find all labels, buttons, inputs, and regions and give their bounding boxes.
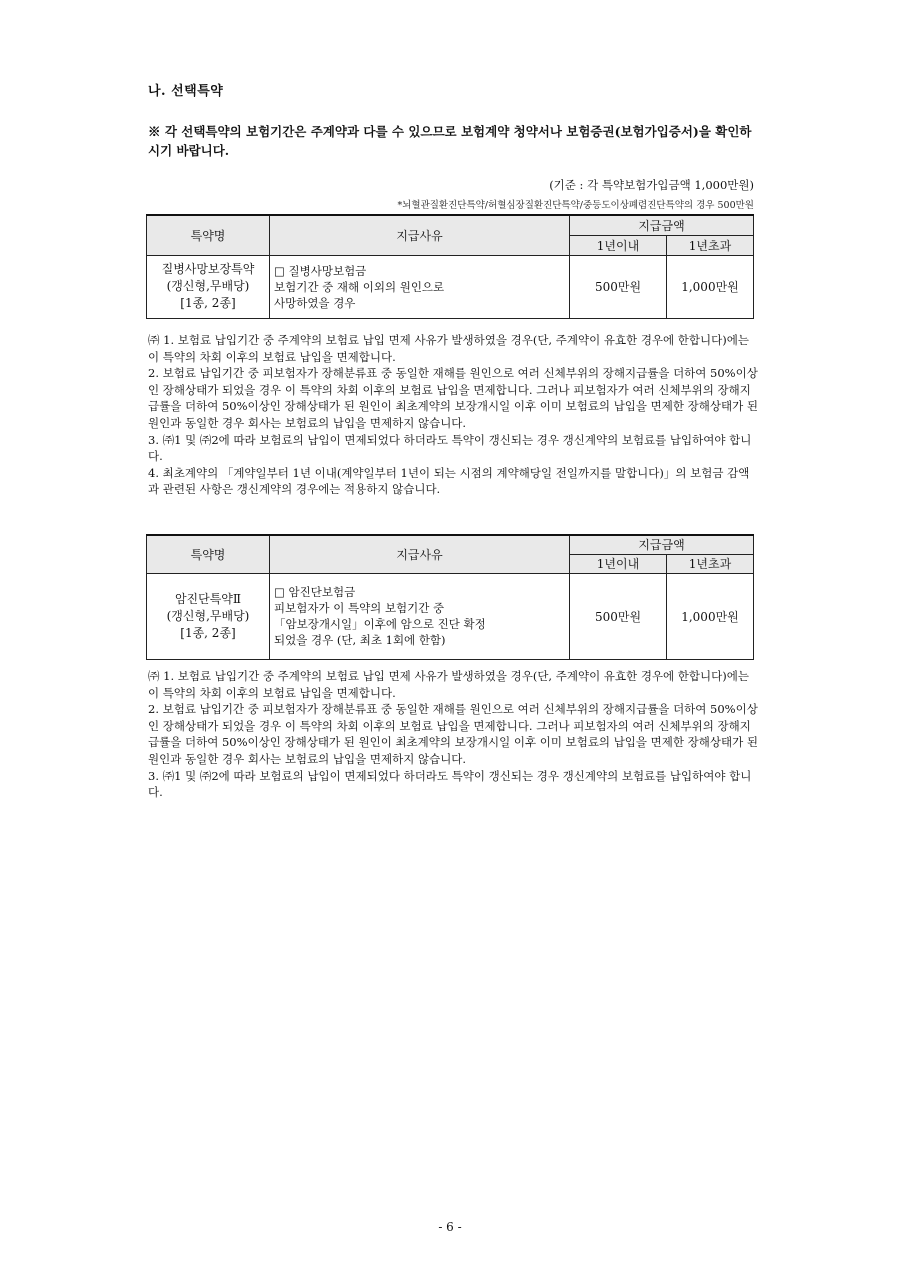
header-within-1yr: 1년이내 (570, 235, 667, 255)
rider-name-line: 질병사망보장특약 (161, 262, 255, 276)
header-within-1yr: 1년이내 (570, 554, 667, 573)
reason-cell (270, 573, 570, 659)
note-item: ㈜ 1. 보험료 납입기간 중 주계약의 보험료 납입 면제 사유가 발생하였을 경우(단, 주계약이 유효한 경우에 한합니다)에는 이 특약의 차회 이후의 보험료 납입을 면제합니다. (148, 669, 749, 700)
amount-within-1yr: 500만원 (570, 255, 667, 318)
rider-name-line: 암진단특약Ⅱ (174, 591, 242, 606)
basis-text: (기준 : 각 특약보험가입금액 1,000만원) (549, 178, 754, 192)
rider-type-line: (갱신형,무배당) (166, 279, 250, 293)
header-reason: 지급사유 (270, 535, 570, 573)
amount-over-1yr: 1,000만원 (667, 573, 754, 659)
rider-class-line: [1종, 2종] (180, 296, 236, 310)
notes-block-1 (148, 332, 758, 498)
reason-line: 피보험자가 이 특약의 보험기간 중 (274, 601, 445, 615)
note-item: 2. 보험료 납입기간 중 피보험자가 장해분류표 중 동일한 재해를 원인으로 여러 신체부위의 장해지급률을 더하여 50%이상인 장해상태가 되었을 경우 이 특약의 차회 이후의 보험료 납입을 면제합니다. 그러나 피보험자의 여러 신체부위의 장해지급률을 더하여 50%이상인 장해상태가 된 원인이 최초계약의 보장개시일 이후 이미 보험료의 납입을 면제한 장해상태가 된 원인과 동일한 경우 회사는 보험료의 납입을 면제하지 않습니다. (148, 702, 758, 766)
header-amount: 지급금액 (570, 535, 754, 554)
reason-line: 되었을 경우 (단, 최초 1회에 한함) (274, 633, 446, 647)
reason-line: □ 질병사망보험금 (274, 263, 367, 278)
header-over-1yr: 1년초과 (667, 235, 754, 255)
header-rider-name: 특약명 (147, 215, 270, 255)
header-amount: 지급금액 (570, 215, 754, 235)
header-reason: 지급사유 (270, 215, 570, 255)
amount-over-1yr: 1,000만원 (667, 255, 754, 318)
page-number: - 6 - (438, 1220, 462, 1234)
note-item: 4. 최초계약의 「계약일부터 1년 이내(계약일부터 1년이 되는 시점의 계약해당일 전일까지를 말합니다)」의 보험금 감액과 관련된 사항은 갱신계약의 경우에는 적용하지 않습니다. (148, 465, 750, 497)
notes-block-2 (148, 668, 758, 801)
amount-within-1yr: 500만원 (570, 573, 667, 659)
rider-type-line: (갱신형,무배당) (166, 608, 250, 623)
reason-line: 보험기간 중 재해 이외의 원인으로 (274, 279, 445, 294)
basis-footnote: *뇌혈관질환진단특약/허혈심장질환진단특약/중등도이상폐렴진단특약의 경우 500만원 (397, 200, 754, 211)
rider-table-disease-death (146, 214, 754, 319)
reason-cell (270, 255, 570, 318)
note-item: 2. 보험료 납입기간 중 피보험자가 장해분류표 중 동일한 재해를 원인으로 여러 신체부위의 장해지급률을 더하여 50%이상인 장해상태가 되었을 경우 이 특약의 차회 이후의 보험료 납입을 면제합니다. 그러나 피보험자가 여러 신체부위의 장해지급률을 더하여 50%이상인 장해상태가 된 원인이 최초계약의 보장개시일 이후 이미 보험료의 납입을 면제한 장해상태가 된 원인과 동일한 경우 회사는 보험료의 납입을 면제하지 않습니다. (148, 366, 758, 430)
rider-name-cell (147, 573, 270, 659)
reason-line: □ 암진단보험금 (274, 585, 356, 599)
note-item: 3. ㈜1 및 ㈜2에 따라 보험료의 납입이 면제되었다 하더라도 특약이 갱신되는 경우 갱신계약의 보험료를 납입하여야 합니다. (148, 432, 752, 464)
header-over-1yr: 1년초과 (667, 554, 754, 573)
note-item: ㈜ 1. 보험료 납입기간 중 주계약의 보험료 납입 면제 사유가 발생하였을 경우(단, 주계약이 유효한 경우에 한합니다)에는 이 특약의 차회 이후의 보험료 납입을 면제합니다. (148, 333, 749, 364)
rider-table-cancer-diagnosis (146, 534, 754, 660)
header-rider-name: 특약명 (147, 535, 270, 573)
note-item: 3. ㈜1 및 ㈜2에 따라 보험료의 납입이 면제되었다 하더라도 특약이 갱신되는 경우 갱신계약의 보험료를 납입하여야 합니다. (148, 768, 752, 800)
notice-text: ※ 각 선택특약의 보험기간은 주계약과 다를 수 있으므로 보험계약 청약서나 보험증권(보험가입증서)을 확인하시기 바랍니다. (148, 124, 752, 158)
reason-line: 「암보장개시일」이후에 암으로 진단 확정 (274, 617, 486, 631)
rider-class-line: [1종, 2종] (180, 625, 236, 640)
reason-line: 사망하였을 경우 (274, 295, 356, 310)
rider-name-cell (147, 255, 270, 318)
section-title: 나. 선택특약 (148, 84, 224, 99)
